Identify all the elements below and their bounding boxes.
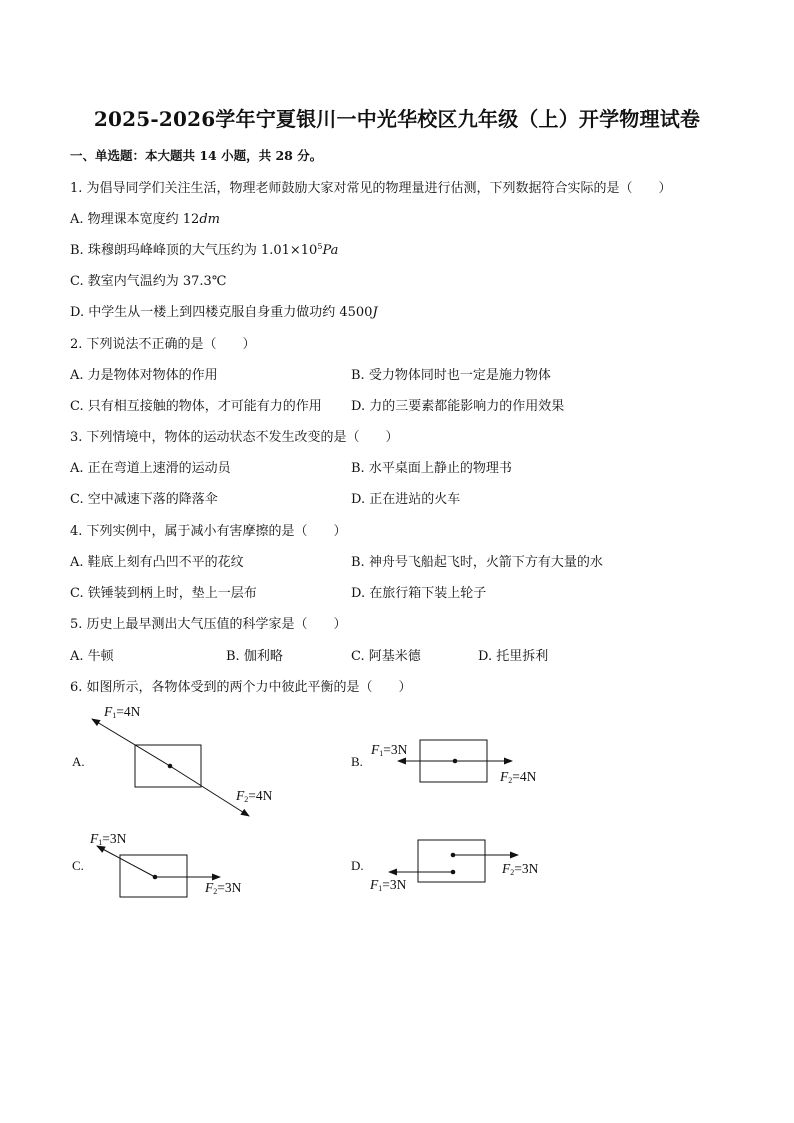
q5-stem: 5. 历史上最早测出大气压值的科学家是（ ） (70, 617, 347, 632)
q2-stem: 2. 下列说法不正确的是（ ） (70, 337, 256, 352)
diagram-b (398, 740, 512, 782)
q4-option-c: C. 铁锤装到柄上时，垫上一层布 (70, 586, 257, 601)
page-title: 2025-2026学年宁夏银川一中光华校区九年级（上）开学物理试卷 (93, 107, 701, 131)
q5-option-c: C. 阿基米德 (351, 649, 421, 664)
q5-option-a: A. 牛顿 (70, 649, 114, 664)
force-label-d-f2: $F_2=3N$ (502, 861, 539, 877)
q2-option-b: B. 受力物体同时也一定是施力物体 (351, 368, 551, 383)
q3-option-c: C. 空中减速下落的降落伞 (70, 492, 218, 507)
q5-option-d: D. 托里拆利 (478, 649, 549, 664)
force-label-a-f2: $F_2=4N$ (236, 788, 273, 804)
q1-stem: 1. 为倡导同学们关注生活，物理老师鼓励大家对常见的物理量进行估测，下列数据符合实际的是（ ） (70, 181, 672, 196)
force-label-b-f2: $F_2=4N$ (500, 769, 537, 785)
q6-label-b: B. (351, 754, 363, 769)
q6-label-d: D. (351, 858, 364, 873)
q1-option-b: B. 珠穆朗玛峰峰顶的大气压约为 $1.01\times 10^5Pa$ (70, 242, 339, 258)
force-label-c-f2: $F_2=3N$ (205, 880, 242, 896)
diagram-a (92, 719, 249, 816)
diagram-d (389, 840, 518, 882)
section-heading: 一、单选题：本大题共 14 小题，共 28 分。 (70, 148, 323, 163)
q2-option-d: D. 力的三要素都能影响力的作用效果 (351, 399, 565, 414)
q3-stem: 3. 下列情境中，物体的运动状态不发生改变的是（ ） (70, 430, 399, 445)
q1-option-a: A. 物理课本宽度约 12dm (70, 212, 220, 227)
q3-option-b: B. 水平桌面上静止的物理书 (351, 461, 512, 476)
force-label-a-f1: $F_1=4N$ (104, 704, 141, 720)
q6-label-a: A. (72, 754, 85, 769)
q3-option-a: A. 正在弯道上速滑的运动员 (70, 461, 231, 476)
q4-option-a: A. 鞋底上刻有凸凹不平的花纹 (70, 555, 244, 570)
q4-stem: 4. 下列实例中，属于减小有害摩擦的是（ ） (70, 524, 347, 539)
q2-option-c: C. 只有相互接触的物体，才可能有力的作用 (70, 399, 322, 414)
q6-label-c: C. (72, 858, 84, 873)
force-label-c-f1: $F_1=3N$ (90, 831, 127, 847)
q5-option-b: B. 伽利略 (226, 649, 283, 664)
q1-option-c: C. 教室内气温约为 37.3℃ (70, 274, 227, 289)
diagram-c (97, 846, 220, 897)
force-label-b-f1: $F_1=3N$ (371, 742, 408, 758)
q6-stem: 6. 如图所示，各物体受到的两个力中彼此平衡的是（ ） (70, 680, 412, 695)
q3-option-d: D. 正在进站的火车 (351, 492, 461, 507)
q4-option-d: D. 在旅行箱下装上轮子 (351, 586, 487, 601)
q2-option-a: A. 力是物体对物体的作用 (70, 368, 218, 383)
q4-option-b: B. 神舟号飞船起飞时，火箭下方有大量的水 (351, 555, 603, 570)
q1-option-d: D. 中学生从一楼上到四楼克服自身重力做功约 4500J (70, 305, 378, 320)
force-label-d-f1: $F_1=3N$ (370, 877, 407, 893)
